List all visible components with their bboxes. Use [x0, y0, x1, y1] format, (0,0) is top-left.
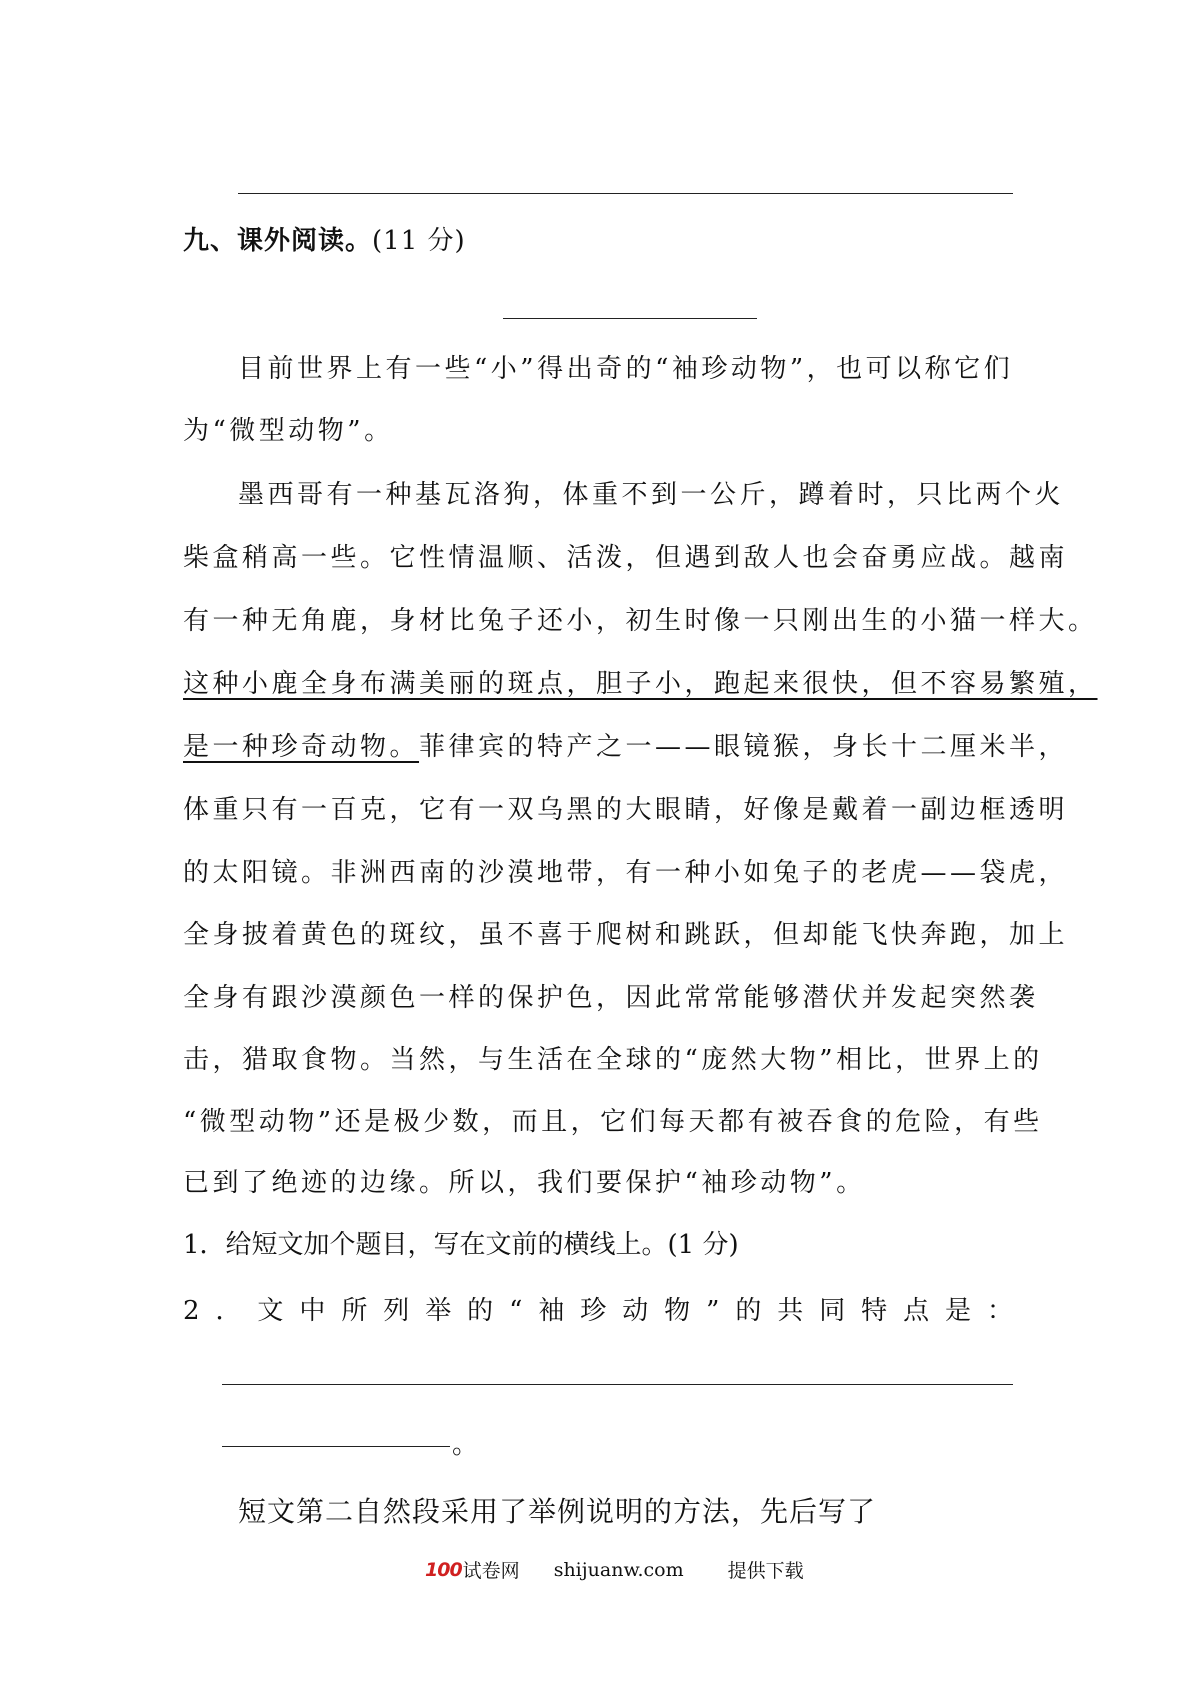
footer	[425, 1556, 804, 1583]
section-title	[183, 220, 466, 257]
title-blank-line[interactable]	[503, 318, 757, 319]
section-score: (11 分)	[372, 226, 466, 256]
site-logo-number: 100	[425, 1558, 462, 1581]
passage-line: 全身有跟沙漠颜色一样的保护色，因此常常能够潜伏并发起突然袭	[183, 983, 1039, 1013]
passage-line-underlined: 这种小鹿全身布满美丽的斑点，胆子小，跑起来很快，但不容易繁殖，	[183, 669, 1098, 699]
question-2: 2．文中所列举的“袖珍动物”的共同特点是：	[183, 1296, 1013, 1326]
passage-line: 墨西哥有一种基瓦洛狗，体重不到一公斤，蹲着时，只比两个火	[238, 480, 1065, 510]
answer-line-q2[interactable]	[222, 1384, 1013, 1385]
underlined-sentence: 是一种珍奇动物。	[183, 732, 420, 762]
passage-line: 体重只有一百克，它有一双乌黑的大眼睛，好像是戴着一副边框透明	[183, 795, 1069, 825]
passage-line: 柴盒稍高一些。它性情温顺、活泼，但遇到敌人也会奋勇应战。越南	[183, 543, 1069, 573]
passage-line-rest: 菲律宾的特产之一——眼镜猴，身长十二厘米半，	[419, 732, 1069, 762]
site-url[interactable]: shijuanw.com	[553, 1558, 684, 1581]
passage-line: 的太阳镜。非洲西南的沙漠地带，有一种小如兔子的老虎——袋虎，	[183, 858, 1069, 888]
question-1: 1．给短文加个题目，写在文前的横线上。(1 分)	[183, 1230, 739, 1260]
section-title-text: 九、课外阅读。	[183, 226, 373, 256]
question-3: 短文第二自然段采用了举例说明的方法，先后写了	[238, 1495, 877, 1528]
answer-line-top	[238, 193, 1013, 194]
answer-line-q2-short[interactable]	[222, 1446, 450, 1447]
passage-line: 有一种无角鹿，身材比兔子还小，初生时像一只刚出生的小猫一样大。	[183, 606, 1098, 636]
passage-line: 击，猎取食物。当然，与生活在全球的“庞然大物”相比，世界上的	[183, 1045, 1043, 1075]
passage-line	[183, 726, 1069, 763]
passage-line: 全身披着黄色的斑纹，虽不喜于爬树和跳跃，但却能飞快奔跑，加上	[183, 920, 1069, 950]
answer-end-period: 。	[452, 1430, 479, 1460]
passage-line: 已到了绝迹的边缘。所以，我们要保护“袖珍动物”。	[183, 1168, 866, 1198]
site-logo-text: 试卷网	[462, 1560, 520, 1582]
passage-line: 为“微型动物”。	[183, 416, 394, 446]
passage-line: 目前世界上有一些“小”得出奇的“袖珍动物”，也可以称它们	[238, 354, 1014, 384]
footer-note: 提供下载	[727, 1560, 804, 1582]
passage-line: “微型动物”还是极少数，而且，它们每天都有被吞食的危险，有些	[183, 1107, 1043, 1137]
